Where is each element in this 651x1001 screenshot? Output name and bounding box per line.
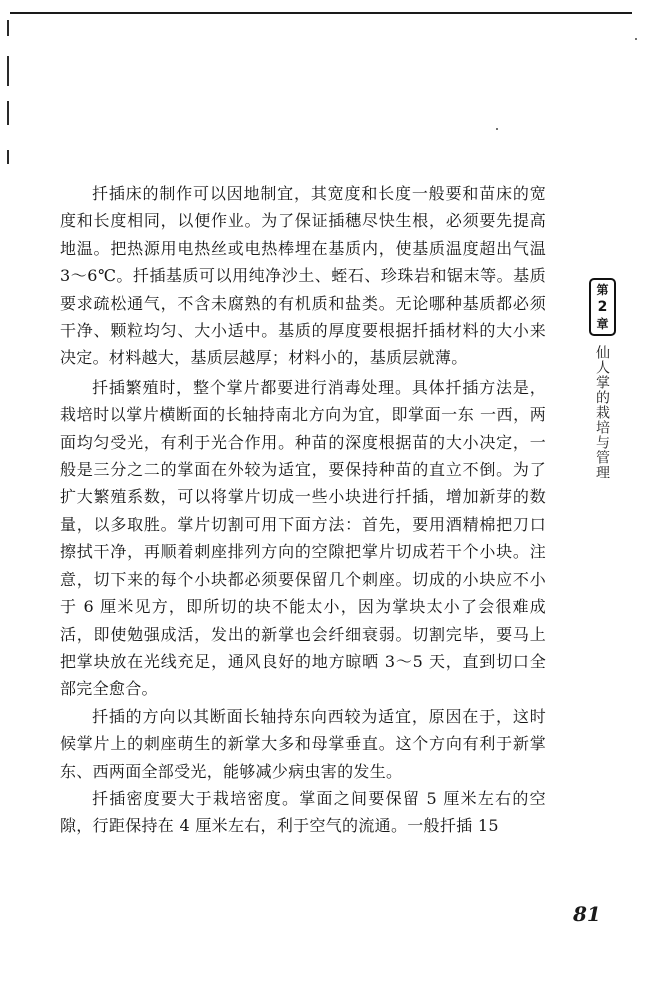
chapter-tab-prefix: 第 [596,283,609,297]
page-number: 81 [573,902,601,926]
scan-speck [635,38,637,40]
margin-mark [7,101,9,125]
scan-speck [496,128,498,130]
chapter-tab-suffix: 章 [596,317,609,331]
body-text [60,180,546,840]
paragraph: 扦插的方向以其断面长轴持东向西较为适宜，原因在于，这时候掌片上的刺座萌生的新掌大多和母掌垂直。这个方向有利于新掌东、西两面全部受光，能够减少病虫害的发生。 [60,706,546,781]
margin-mark [7,56,9,86]
margin-mark [7,150,9,164]
margin-mark [7,20,9,36]
paragraph: 扦插密度要大于栽培密度。掌面之间要保留 5 厘米左右的空隙，行距保持在 4 厘米左右，利于空气的流通。一般扦插 15 [60,788,546,836]
paragraph: 扦插床的制作可以因地制宜，其宽度和长度一般要和苗床的宽度和长度相同，以便作业。为了保证插穗尽快生根，必须要先提高地温。把热源用电热丝或电热棒埋在基质内，使基质温度超出气温 3～6℃。扦插基质可以用纯净沙土、蛭石、珍珠岩和锯末等。基质要求疏松通气，不含未腐熟的有机质和盐类。无论哪种基质都必须干净、颗粒均匀、大小适中。基质的厚度要根据扦插材料的大小来决定。材料越大，基质层越厚；材料小的，基质层就薄。 [60,184,546,368]
chapter-tab [589,278,616,336]
chapter-title: 仙人掌的栽培与管理 [594,345,610,480]
paragraph: 扦插繁殖时，整个掌片都要进行消毒处理。具体扦插方法是，栽培时以掌片横断面的长轴持南北方向为宜，即掌面一东 一西，两面均匀受光，有利于光合作用。种苗的深度根据苗的大小决定，一般是三分之二的掌面在外较为适宜，要保持种苗的直立不倒。为了扩大繁殖系数，可以将掌片切成一些小块进行扦插，增加新芽的数量，以多取胜。掌片切割可用下面方法：首先，要用酒精棉把刀口擦拭干净，再顺着刺座排列方向的空隙把掌片切成若干个小块。注意，切下来的每个小块都必须要保留几个刺座。切成的小块应不小于 6 厘米见方，即所切的块不能太小，因为掌块太小了会很难成活，即使勉强成活，发出的新掌也会纤细衰弱。切割完毕，要马上把掌块放在光线充足，通风良好的地方晾晒 3～5 天，直到切口全部完全愈合。 [60,377,546,699]
chapter-tab-number: 2 [597,299,608,315]
header-rule [10,12,632,14]
